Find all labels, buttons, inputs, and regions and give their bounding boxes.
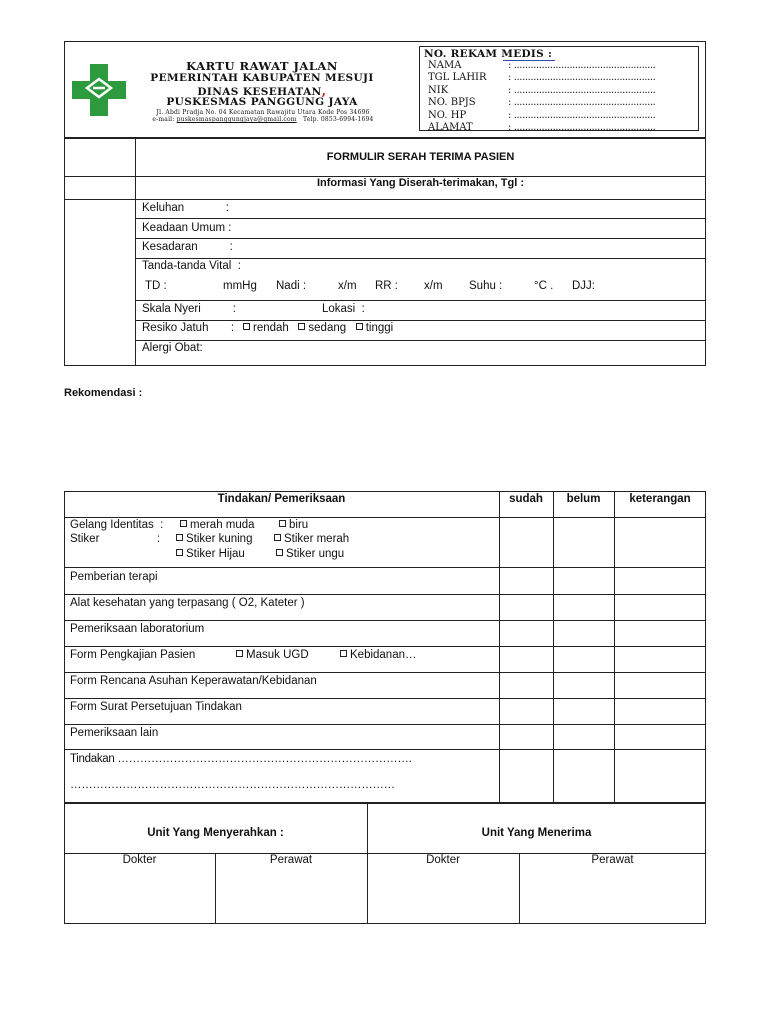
checkbox-icon: [243, 323, 250, 330]
option-biru[interactable]: biru: [279, 519, 308, 531]
record-title: NO. REKAM MEDIS :: [424, 48, 553, 60]
record-field-label: NIK: [428, 84, 449, 96]
org-line-3: PUSKESMAS PANGGUNG JAYA: [166, 96, 358, 108]
option-kebidanan[interactable]: Kebidanan…: [340, 649, 417, 661]
checkbox-icon: [340, 650, 347, 657]
keadaan-umum-field[interactable]: Keadaan Umum :: [142, 222, 232, 234]
resiko-jatuh-options: [243, 322, 393, 334]
checkbox-icon: [176, 549, 183, 556]
vital-suhu-field[interactable]: °C .: [534, 280, 554, 292]
vital-nadi-label: Nadi :: [276, 280, 307, 292]
row-pemberian-terapi: Pemberian terapi: [70, 571, 158, 583]
option-masuk-ugd[interactable]: Masuk UGD: [236, 649, 309, 661]
option-merah-muda[interactable]: merah muda: [180, 519, 255, 531]
col-header-tindakan: Tindakan/ Pemeriksaan: [217, 493, 346, 505]
form-divider: [135, 138, 136, 366]
row-form-persetujuan: Form Surat Persetujuan Tindakan: [70, 701, 242, 713]
keluhan-field[interactable]: Keluhan :: [142, 202, 229, 214]
sender-perawat-signature[interactable]: Perawat: [269, 854, 313, 866]
option-tinggi[interactable]: tinggi: [356, 322, 394, 334]
checkbox-icon: [279, 520, 286, 527]
gelang-options-2: [279, 519, 308, 531]
vital-td-label: TD :: [145, 280, 167, 292]
option-stiker-hijau[interactable]: Stiker Hijau: [176, 548, 245, 560]
form-subtitle: Informasi Yang Diserah-terimakan, Tgl :: [316, 177, 525, 189]
email-link[interactable]: puskesmaspanggungjaya@gmail.com: [176, 116, 297, 123]
vital-mmhg-field[interactable]: mmHg: [223, 280, 257, 292]
unit-receiver-label: Unit Yang Menerima: [481, 827, 592, 839]
option-rendah[interactable]: rendah: [243, 322, 289, 334]
receiver-perawat-signature[interactable]: Perawat: [591, 854, 634, 866]
sender-dokter-signature[interactable]: Dokter: [122, 854, 157, 866]
skala-nyeri-field[interactable]: Skala Nyeri :: [142, 303, 236, 315]
gelang-identitas-label: Gelang Identitas :: [70, 519, 164, 531]
org-contact: e-mail: puskesmaspanggungjaya@gmail.com Telp. 0853-6994-1694: [152, 116, 374, 123]
rekomendasi-label: Rekomendasi :: [64, 387, 143, 399]
option-stiker-kuning[interactable]: Stiker kuning: [176, 533, 252, 545]
checkbox-icon: [236, 650, 243, 657]
row-pemeriksaan-lain: Pemeriksaan lain: [70, 727, 159, 739]
org-line-2: DINAS KESEHATAN,: [197, 84, 327, 99]
lokasi-field[interactable]: Lokasi :: [322, 303, 365, 315]
option-stiker-ungu[interactable]: Stiker ungu: [276, 548, 344, 560]
record-field-value[interactable]: : ...................................................: [508, 72, 656, 84]
record-field-label: TGL LAHIR: [428, 72, 487, 84]
checkbox-icon: [180, 520, 187, 527]
gelang-options: [180, 519, 255, 531]
record-field-label: NO. BPJS: [428, 97, 476, 109]
record-field-value[interactable]: : ...................................................: [508, 84, 656, 96]
org-address: Jl. Abdi Pradja No. 04 Kecamatan Rawajitu Utara Kode Pos 34696: [156, 109, 370, 116]
record-field-value[interactable]: : ...................................................: [508, 60, 656, 71]
checkbox-icon: [274, 534, 281, 541]
alergi-obat-field[interactable]: Alergi Obat:: [142, 342, 203, 354]
record-field-value[interactable]: : ...................................................: [508, 122, 656, 133]
checkbox-icon: [298, 323, 305, 330]
kesadaran-field[interactable]: Kesadaran :: [142, 241, 233, 253]
tindakan-line-1[interactable]: Tindakan …………………………………………………………………….: [70, 753, 412, 765]
option-sedang[interactable]: sedang: [298, 322, 346, 334]
vital-rr-label: RR :: [375, 280, 398, 292]
vital-rr-field[interactable]: x/m: [424, 280, 443, 292]
receiver-dokter-signature[interactable]: Dokter: [426, 854, 460, 866]
org-line-1: PEMERINTAH KABUPATEN MESUJI: [150, 72, 374, 84]
checkbox-icon: [276, 549, 283, 556]
vital-suhu-label: Suhu :: [469, 280, 503, 292]
record-field-value[interactable]: : ...................................................: [508, 97, 656, 109]
row-form-pengkajian: Form Pengkajian Pasien: [70, 649, 196, 661]
tindakan-line-2[interactable]: ……………………………………………………………………………: [70, 779, 395, 791]
card-title: KARTU RAWAT JALAN: [186, 59, 338, 73]
vital-nadi-field[interactable]: x/m: [338, 280, 357, 292]
record-field-label: NO. HP: [428, 109, 467, 121]
col-header-keterangan: keterangan: [629, 493, 691, 505]
stiker-label: Stiker :: [70, 533, 161, 545]
col-header-belum: belum: [566, 493, 601, 505]
row-pemeriksaan-lab: Pemeriksaan laboratorium: [70, 623, 205, 635]
record-field-value[interactable]: : ...................................................: [508, 109, 656, 121]
col-header-sudah: sudah: [509, 493, 543, 505]
record-field-label: ALAMAT: [428, 122, 473, 133]
record-field-label: NAMA: [428, 60, 462, 71]
resiko-jatuh-label: Resiko Jatuh :: [142, 322, 235, 334]
unit-sender-label: Unit Yang Menyerahkan :: [147, 827, 284, 839]
vital-signs-label: Tanda-tanda Vital :: [142, 260, 241, 272]
row-alat-kesehatan: Alat kesehatan yang terpasang ( O2, Kateter ): [70, 597, 305, 609]
form-title: FORMULIR SERAH TERIMA PASIEN: [326, 151, 515, 163]
checkbox-icon: [356, 323, 363, 330]
checkbox-icon: [176, 534, 183, 541]
row-form-rencana: Form Rencana Asuhan Keperawatan/Kebidanan: [70, 675, 317, 687]
vital-djj-field[interactable]: DJJ:: [572, 280, 595, 292]
option-stiker-merah[interactable]: Stiker merah: [274, 533, 349, 545]
